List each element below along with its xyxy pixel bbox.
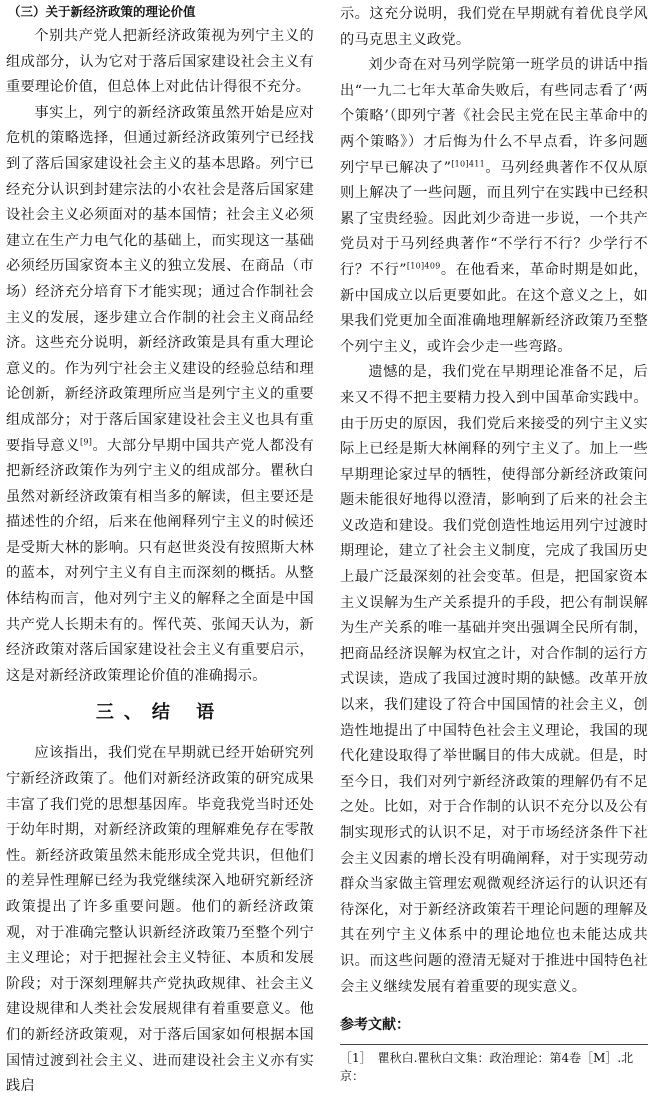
citation-marker: [9]	[79, 436, 93, 446]
citation-marker: [10]411	[451, 158, 486, 168]
right-column	[340, 2, 648, 1085]
paragraph-text: 。在他看来，革命时期是如此，新中国成立以后更要如此。在这个意义之上，如果我们党更加全面准确地理解新经济政策乃至整个列宁主义，或许会少走一些弯路。	[340, 261, 648, 355]
paragraph-regret-analysis: 遗憾的是，我们党在早期理论准备不足，后来又不得不把主要精力投入到中国革命实践中。由于历史的原因，我们党后来接受的列宁主义实际上已经是斯大林阐释的列宁主义了。加上一些早期理论家过早的牺牲，使得部分新经济政策问题未能很好地得以澄清，影响到了后来的社会主义改造和建设。我们党创造性地运用列宁过渡时期理论，建立了社会主义制度，完成了我国历史上最广泛最深刻的社会变革。但是，把国家资本主义误解为生产关系提升的手段，把公有制误解为生产关系的唯一基础并突出强调全民所有制，把商品经济误解为权宜之计，对合作制的运行方式误读，造成了我国过渡时期的缺憾。改革开放以来，我们建设了符合中国国情的社会主义，创造性地提出了中国特色社会主义理论，我国的现代化建设取得了举世瞩目的伟大成就。但是，时至今日，我们对列宁新经济政策的理解仍有不足之处。比如，对于合作制的认识不充分以及公有制实现形式的认识不足，对于市场经济条件下社会主义因素的增长没有明确阐释，对于实现劳动群众当家做主管理宏观微观经济运行的认识还有待深化，对于新经济政策若干理论问题的理解及其在列宁主义体系中的理论地位也未能达成共识。而这些问题的澄清无疑对于推进中国特色社会主义继续发展有着重要的现实意义。	[340, 364, 648, 995]
paragraph-conclusion-intro: 应该指出，我们党在早期就已经开始研究列宁新经济政策了。他们对新经济政策的研究成果丰富了我们党的思想基因库。毕竟我党当时还处于幼年时期，对新经济政策的理解难免存在零散性。新经济政策虽然未能形成全党共识，但他们的差异性理解已经为我党继续深入地研究新经济政策提出了许多重要问题。他们的新经济政策观，对于准确完整认识新经济政策乃至整个列宁主义理论；对于把握社会主义特征、本质和发展阶段；对于深刻理解共产党执政规律、社会主义建设规律和人类社会发展规律有着重要意义。他们的新经济政策观，对于落后国家如何根据本国国情过渡到社会主义、进而建设社会主义亦有实践启	[6, 745, 314, 1095]
citation-marker: [10]409	[406, 261, 441, 271]
paragraph-continuation: 示。这充分说明，我们党在早期就有着优良学风的马克思主义政党。	[340, 6, 648, 48]
reference-item: ［1］ 瞿秋白.瞿秋白文集：政治理论：第4卷［M］.北京：	[340, 1044, 648, 1085]
paragraph-lenin-nep-analysis	[6, 101, 314, 690]
paragraph-text: 刘少奇在对马列学院第一班学员的讲话中指出“一九二七年大革命失败后，有些同志看了‘两个策略’（即列宁著《社会民主党在民主革命中的两个策略》）才后悔为什么不早点看，许多问题列宁早已解决了”	[340, 57, 648, 176]
section-title-conclusion: 三、结 语	[95, 702, 225, 724]
paragraph-theory-value-intro: 个别共产党人把新经济政策视为列宁主义的组成部分，认为它对于落后国家建设社会主义有重要理论价值，但总体上对此估计得很不充分。	[6, 28, 314, 96]
left-column	[6, 2, 314, 1100]
paragraph-liu-shaoqi-quote	[340, 53, 648, 360]
paragraph-text: 。马列经典著作不仅从原则上解决了一些问题，而且列宁在实践中已经积累了宝贵经验。因此刘少奇进一步说，一个共产党员对于马列经典著作“不学行不行？少学行不行？不行”	[340, 159, 648, 278]
paragraph-text: 。大部分早期中国共产党人都没有把新经济政策作为列宁主义的组成部分。瞿秋白虽然对新经济政策有相当多的解读，但主要还是描述性的介绍，后来在他阐释列宁主义的时候还是受斯大林的影响。只有赵世炎没有按照斯大林的蓝本，对列宁主义有自主而深刻的概括。从整体结构而言，他对列宁主义的解释之全面是中国共产党人长期未有的。恽代英、张闻天认为，新经济政策对落后国家建设社会主义有重要启示，这是对新经济政策理论价值的准确揭示。	[6, 437, 314, 684]
references-heading: 参考文献：	[340, 1017, 410, 1034]
subsection-heading: （三）关于新经济政策的理论价值	[8, 4, 196, 19]
paragraph-text: 事实上，列宁的新经济政策虽然开始是应对危机的策略选择，但通过新经济政策列宁已经找到了落后国家建设社会主义的基本思路。列宁已经充分认识到封建宗法的小农社会是落后国家建设社会主义必须面对的基本国情；社会主义必须建立在生产力电气化的基础上，而实现这一基础必须经历国家资本主义的独立发展、在商品（市场）经济充分培育下才能实现；通过合作制社会主义的发展，逐步建立合作制的社会主义商品经济。这些充分说明，新经济政策是具有重大理论意义的。作为列宁社会主义建设的经验总结和理论创新，新经济政策理所应当是列宁主义的重要组成部分；对于落后国家建设社会主义也具有重要指导意义	[6, 104, 314, 454]
